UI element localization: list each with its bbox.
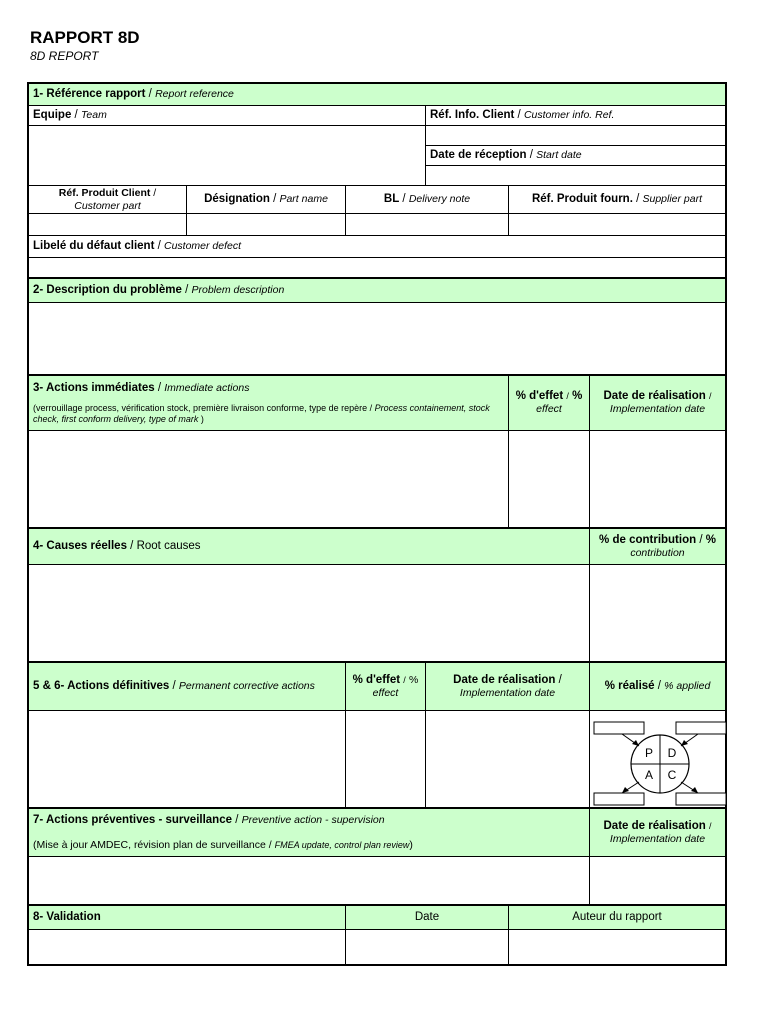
section-3-title-en: Immediate actions [164,381,250,394]
team-label-fr: Equipe [33,109,72,121]
permanent-effect-header-fr: % d'effet [352,673,401,686]
start-date-label-en: Start date [536,149,582,161]
applied-header-en: % applied [664,680,711,692]
effect-header: % d'effet / % effect [509,376,590,431]
permanent-effect-header-pct: % [409,673,419,686]
section-4-title: 4- Causes réelles [33,540,127,552]
permanent-effect-field[interactable] [346,711,426,809]
pdca-d: D [667,746,677,760]
permanent-date-header-fr: Date de réalisation [453,673,556,686]
root-causes-field[interactable] [29,565,590,663]
team-label-en: Team [80,109,107,121]
report-subtitle: 8D REPORT [30,49,99,63]
permanent-effect-header-en: effect [372,686,399,699]
section-2-title-en: Problem description [191,284,285,296]
section-1-title: 1- Référence rapport [33,88,146,100]
section-4-title-en: Root causes [136,540,201,552]
customer-defect-label: Libelé du défaut client / Customer defect [29,236,725,258]
section-3-title: 3- Actions immédiates [33,381,155,394]
pdca-cycle-diagram [592,720,728,808]
implementation-date-header-en: Implementation date [609,403,706,415]
permanent-date-header: Date de réalisation / Implementation date [426,663,590,711]
validation-date-field[interactable] [346,930,509,964]
validation-field[interactable] [29,930,346,964]
contribution-header-pct: % [705,533,716,546]
problem-description-field[interactable] [29,303,725,376]
preventive-date-header-en: Implementation date [609,832,706,845]
start-date-label: Date de réception / Start date [426,146,725,166]
pdca-arrowhead-br [691,787,698,793]
contribution-header: % de contribution / % contribution [590,529,725,565]
report-author-header: Auteur du rapport [509,906,725,930]
delivery-note-label: BL / Delivery note [346,186,509,214]
effect-header-pct: % [572,390,583,402]
pdca-box-top-left[interactable] [594,722,644,734]
effect-header-fr: % d'effet [515,390,564,402]
customer-part-label-en: Customer part [74,199,141,212]
permanent-date-field[interactable] [426,711,590,809]
applied-header: % réalisé / % applied [590,663,725,711]
pdca-p: P [644,746,654,760]
supplier-part-label: Réf. Produit fourn. / Supplier part [509,186,725,214]
implementation-date-header-fr: Date de réalisation [603,390,706,402]
delivery-note-field[interactable] [346,214,509,236]
applied-header-fr: % réalisé [604,680,655,692]
pdca-c: C [667,768,677,782]
delivery-note-label-fr: BL [383,193,400,205]
section-5-6-header: 5 & 6- Actions définitives / Permanent corrective actions [29,663,346,711]
part-name-field[interactable] [187,214,346,236]
section-3-note: (verrouillage process, vérification stock, première livraison conforme, type de repère [33,402,368,413]
section-8-title: 8- Validation [33,911,101,923]
pdca-arrowhead-tr [681,740,688,746]
validation-date-header: Date [346,906,509,930]
section-7-title: 7- Actions préventives - surveillance [33,813,232,826]
customer-info-ref-label-fr: Réf. Info. Client [430,109,515,121]
part-name-label: Désignation / Part name [187,186,346,214]
team-label: Equipe / Team [29,106,426,126]
report-8d-form [27,82,727,966]
immediate-effect-field[interactable] [509,431,590,529]
permanent-date-header-en: Implementation date [459,686,556,699]
customer-defect-field[interactable] [29,258,725,279]
section-7-note: (Mise à jour AMDEC, révision plan de surveillance [33,838,266,851]
contribution-field[interactable] [590,565,725,663]
customer-defect-label-en: Customer defect [164,240,242,252]
report-author-field[interactable] [509,930,725,964]
section-1-header: 1- Référence rapport / Report reference [29,84,725,106]
contribution-header-en: contribution [630,546,685,559]
immediate-date-field[interactable] [590,431,725,529]
section-5-6-title: 5 & 6- Actions définitives [33,680,170,692]
start-date-label-fr: Date de réception [430,149,527,161]
implementation-date-header: Date de réalisation / Implementation date [590,376,725,431]
immediate-actions-field[interactable] [29,431,509,529]
section-4-header: 4- Causes réelles / Root causes [29,529,590,565]
preventive-date-header-fr: Date de réalisation [603,819,706,832]
section-2-title: 2- Description du problème [33,284,182,296]
customer-part-field[interactable] [29,214,187,236]
section-1-title-en: Report reference [155,88,234,100]
customer-part-label: Réf. Produit Client / Customer part [29,186,187,214]
section-7-header: 7- Actions préventives - surveillance / Preventive action - supervision (Mise à jour AMDEC, révision plan de surveillance / FMEA update, control plan review) [29,809,590,857]
part-name-label-fr: Désignation [204,193,270,205]
delivery-note-label-en: Delivery note [408,193,471,205]
section-5-6-title-en: Permanent corrective actions [178,680,315,692]
pdca-box-top-right[interactable] [676,722,726,734]
customer-part-label-fr: Réf. Produit Client [58,186,151,199]
pdca-box-bottom-right[interactable] [676,793,726,805]
pdca-a: A [644,768,654,782]
part-name-label-en: Part name [279,193,328,205]
supplier-part-label-fr: Réf. Produit fourn. [531,193,633,205]
customer-defect-label-fr: Libelé du défaut client [33,240,155,252]
effect-header-en: effect [536,403,562,415]
customer-info-ref-label: Réf. Info. Client / Customer info. Ref. [426,106,725,126]
section-7-title-en: Preventive action - supervision [241,813,385,826]
team-field[interactable] [29,126,426,186]
section-3-note-en: Process containement, stock check, first conform delivery, type of mark [33,402,490,424]
permanent-actions-field[interactable] [29,711,346,809]
permanent-effect-header: % d'effet / % effect [346,663,426,711]
customer-info-ref-field[interactable] [426,126,725,146]
preventive-date-header: Date de réalisation / Implementation date [590,809,725,857]
report-title: RAPPORT 8D [30,28,140,47]
pdca-arrowhead-tl [632,740,639,746]
section-3-header: 3- Actions immédiates / Immediate actions (verrouillage process, vérification stock, première livraison conforme, type de repère / Process containement, stock check, first conform delivery, type of mark ) [29,376,509,431]
supplier-part-label-en: Supplier part [642,193,703,205]
customer-info-ref-label-en: Customer info. Ref. [523,109,615,121]
start-date-field[interactable] [426,166,725,186]
section-7-note-en: FMEA update, control plan review [274,839,410,850]
preventive-actions-field[interactable] [29,857,590,906]
contribution-header-fr: % de contribution [599,533,697,546]
supplier-part-field[interactable] [509,214,725,236]
section-2-header: 2- Description du problème / Problem description [29,279,725,303]
section-8-header [29,906,346,930]
preventive-date-field[interactable] [590,857,725,906]
pdca-arrowhead-bl [622,787,629,793]
pdca-box-bottom-left[interactable] [594,793,644,805]
